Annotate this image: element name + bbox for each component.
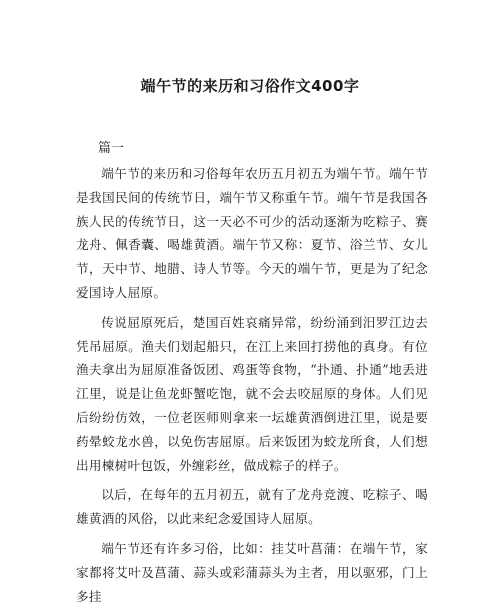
paragraph-2: 传说屈原死后，楚国百姓哀痛异常，纷纷涌到汨罗江边去凭吊屈原。渔夫们划起船只，在江上来回打捞他的真身。有位渔夫拿出为屈原准备饭团、鸡蛋等食物，“扑通、扑通”地丢进江里，说是让鱼龙虾蟹吃饱，就不会去咬屈原的身体。人们见后纷纷仿效，一位老医师则拿来一坛雄黄酒倒进江里，说是要药晕蛟龙水兽，以免伤害屈原。后来饭团为蛟龙所食，人们想出用楝树叶包饭，外缠彩丝，做成粽子的样子。 bbox=[76, 314, 428, 473]
document-title: 端午节的来历和习俗作文400字 bbox=[140, 77, 360, 95]
paragraph-4: 端午节还有许多习俗，比如：挂艾叶菖蒲：在端午节，家家都将艾叶及菖蒲、蒜头或彩蒲蒜头为主者，用以驱邪，门上多挂 bbox=[76, 540, 428, 604]
paragraph-1: 端午节的来历和习俗每年农历五月初五为端午节。端午节是我国民间的传统节日，端午节又称重午节。端午节是我国各族人民的传统节日，这一天必不可少的活动逐渐为吃粽子、赛龙舟、佩香囊、喝雄黄酒。端午节又称：夏节、浴兰节、女儿节，天中节、地腊、诗人节等。今天的端午节，更是为了纪念爱国诗人屈原。 bbox=[76, 166, 428, 300]
document-body bbox=[76, 162, 428, 614]
paragraph-3: 以后，在每年的五月初五，就有了龙舟竞渡、吃粽子、喝雄黄酒的风俗，以此来纪念爱国诗人屈原。 bbox=[76, 487, 428, 527]
section-heading: 篇一 bbox=[98, 141, 125, 156]
